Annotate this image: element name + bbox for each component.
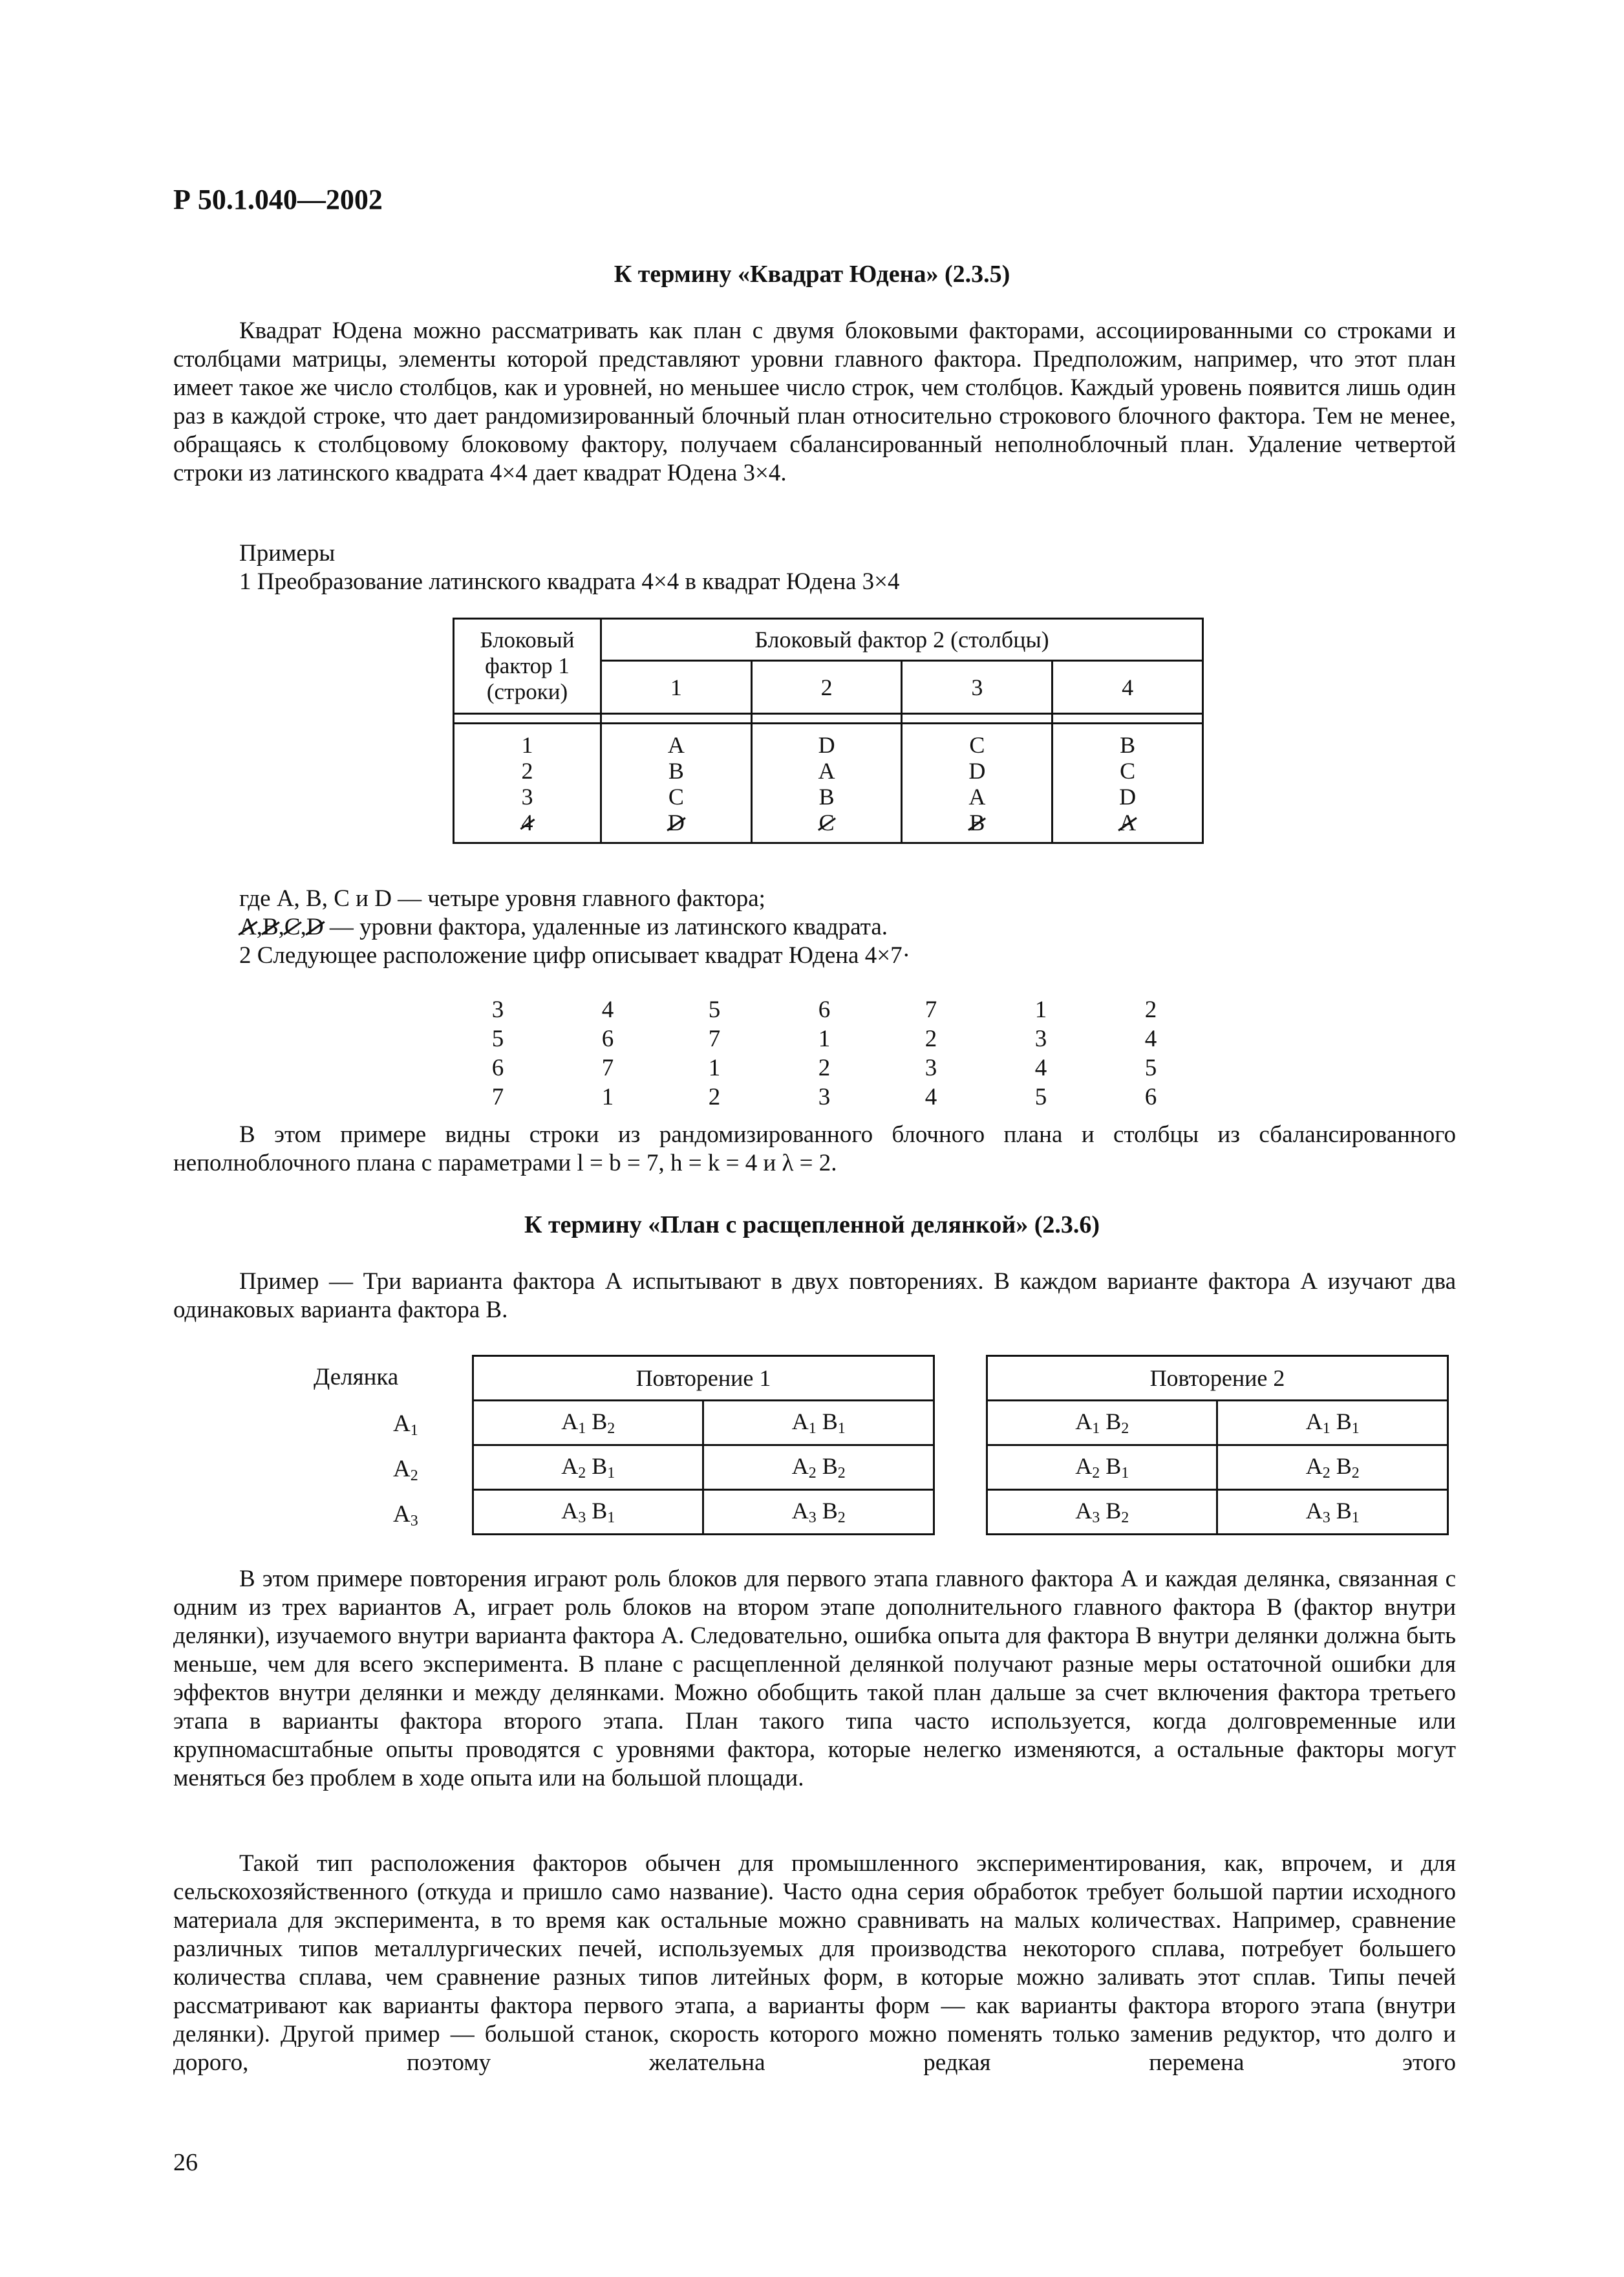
youden-cell: 2: [708, 1084, 721, 1110]
column-cell: [1052, 724, 1203, 843]
treatment-cell: $A_1$ $B_1$: [1217, 1401, 1448, 1445]
level: D: [818, 732, 835, 758]
replication-title: Повторение 1: [473, 1356, 934, 1401]
youden-cell: 4: [601, 997, 614, 1023]
youden-cell: 2: [1144, 997, 1157, 1023]
col-number: 3: [902, 661, 1052, 714]
plot-row-label: $A_1$: [393, 1410, 418, 1439]
level: B: [818, 784, 835, 810]
doc-code: Р 50.1.040—2002: [173, 184, 383, 215]
treatment-cell: $A_3$ $B_2$: [703, 1490, 934, 1535]
level: B: [1120, 732, 1136, 758]
youden-cell: 7: [708, 1026, 721, 1052]
youden-cell: 3: [818, 1084, 831, 1110]
level: A: [667, 732, 685, 758]
youden-cell: 2: [818, 1055, 831, 1081]
section-heading-split-plot: К термину «План с расщепленной делянкой» (2.3.6): [524, 1211, 1100, 1238]
treatment-cell: $A_2$ $B_1$: [987, 1445, 1217, 1490]
youden-cell: 4: [1034, 1055, 1047, 1081]
treatment-cell: $A_1$ $B_2$: [473, 1401, 703, 1445]
paragraph-split-plot-explanation: В этом примере повторения играют роль блоков для первого этапа главного фактора А и каждая делянка, связанная с одним из трех вариантов А, играет роль блоков на втором этапе дополнительного главного фактора В (фактор внутри делянки), изучаемого внутри варианта фактора А. Следовательно, ошибка опыта для фактора В внутри делянки должна быть меньше, чем для всего эксперимента. В плане с расщепленной делянкой получают разные меры остаточной ошибки для эффектов внутри делянки и между делянками. Можно обобщить такой план дальше за счет включения фактора третьего этапа в варианты фактора второго этапа. План такого типа часто используется, когда долговременные или крупномасштабные опыты проводятся с уровнями фактора, которые нелегко изменяются, а остальные факторы могут меняться без проблем в ходе опыта или на большой площади.: [173, 1566, 1456, 1791]
column-cell: [751, 724, 902, 843]
col-factor-header: Блоковый фактор 2 (столбцы): [601, 619, 1203, 661]
youden-cell: 1: [601, 1084, 614, 1110]
level: A: [968, 784, 986, 810]
col-number: 2: [751, 661, 902, 714]
youden-cell: 5: [491, 1026, 504, 1052]
level: C: [1120, 758, 1136, 784]
youden-cell: 5: [1034, 1084, 1047, 1110]
removed-symbol: B: [262, 914, 279, 940]
latin-to-youden-table: [453, 618, 1204, 844]
level: D: [968, 758, 986, 784]
treatment-cell: $A_2$ $B_2$: [703, 1445, 934, 1490]
paragraph-split-plot-industrial: Такой тип расположения факторов обычен для промышленного экспериментирования, как, впрочем, и для сельскохозяйственного (откуда и пришло само название). Часто одна серия обработок требует большой партии исходного материала для эксперимента, в то время как остальные можно сравнивать на малых количествах. Например, сравнение различных типов металлургических печей, используемых для производства некоторого сплава, потребует большего количества сплава, чем сравнение разных типов литейных форм, в которые можно заливать этот сплав. Типы печей рассматривают как варианты фактора первого этапа, а варианты форм — как варианты фактора второго этапа (внутри делянки). Другой пример — большой станок, скорость которого можно поменять только заменив редуктор, что долго и дорого, поэтому желательна редкая перемена этого: [173, 1850, 1456, 2076]
column-cell: [902, 724, 1052, 843]
paragraph-youden-intro: Квадрат Юдена можно рассматривать как план с двумя блоковыми факторами, ассоциированными со строками и столбцами матрицы, элементы которой представляют уровни главного фактора. Предположим, например, что этот план имеет такое же число столбцов, как и уровней, но меньшее число строк, чем столбцов. Каждый уровень появится лишь один раз в каждой строке, что дает рандомизированный блочный план относительно строкового блочного фактора. Тем не менее, обращаясь к столбцовому блоковому фактору, получаем сбалансированный неполноблочный план. Удаление четвертой строки из латинского квадрата 4×4 дает квадрат Юдена 3×4.: [173, 318, 1456, 486]
level: C: [668, 784, 684, 810]
treatment-cell: $A_3$ $B_1$: [1217, 1490, 1448, 1535]
example-2-caption: 2 Следующее расположение цифр описывает квадрат Юдена 4×7·: [239, 942, 910, 969]
youden-cell: 2: [924, 1026, 937, 1052]
replication-2-table: [986, 1355, 1449, 1535]
treatment-cell: $A_1$ $B_1$: [703, 1401, 934, 1445]
removed-symbol: C: [284, 914, 301, 940]
youden-cell: 6: [491, 1055, 504, 1081]
examples-label: Примеры: [239, 540, 336, 567]
level: A: [818, 758, 835, 784]
split-plot-example: Пример — Три варианта фактора А испытывают в двух повторениях. В каждом варианте фактора А изучают два одинаковых варианта фактора В.: [173, 1268, 1456, 1323]
section-heading-youden: К термину «Квадрат Юдена» (2.3.5): [614, 261, 1010, 288]
youden-cell: 3: [924, 1055, 937, 1081]
example-1-caption: 1 Преобразование латинского квадрата 4×4 в квадрат Юдена 3×4: [239, 568, 900, 595]
row-number: 2: [521, 758, 533, 784]
level: C: [969, 732, 985, 758]
youden-cell: 7: [491, 1084, 504, 1110]
note-removed-text: — уровни фактора, удаленные из латинского квадрата.: [329, 914, 888, 940]
replication-1-table: [472, 1355, 935, 1535]
row-number: 3: [521, 784, 533, 810]
page-number: 26: [173, 2149, 198, 2176]
note-removed-levels: A,B,C,D — уровни фактора, удаленные из латинского квадрата.: [239, 914, 888, 940]
youden-cell: 3: [1034, 1026, 1047, 1052]
level: B: [668, 758, 684, 784]
removed-level: B: [969, 810, 985, 836]
youden-cell: 7: [924, 997, 937, 1023]
paragraph-youden-params: В этом примере видны строки из рандомизированного блочного плана и столбцы из сбалансированного неполноблочного плана с параметрами l = b = 7, h = k = 4 и λ = 2.: [173, 1121, 1456, 1176]
row-number: 1: [521, 732, 533, 758]
plot-row-label: $A_2$: [393, 1456, 418, 1484]
col-number: 1: [601, 661, 752, 714]
level: D: [1119, 784, 1137, 810]
youden-cell: 1: [1034, 997, 1047, 1023]
col-number: 4: [1052, 661, 1203, 714]
youden-cell: 7: [601, 1055, 614, 1081]
treatment-cell: $A_1$ $B_2$: [987, 1401, 1217, 1445]
treatment-cell: $A_3$ $B_1$: [473, 1490, 703, 1535]
plot-row-label: $A_3$: [393, 1501, 418, 1529]
treatment-cell: $A_2$ $B_1$: [473, 1445, 703, 1490]
replication-title: Повторение 2: [987, 1356, 1448, 1401]
youden-cell: 6: [601, 1026, 614, 1052]
row-factor-header: Блоковый фактор 1 (строки): [454, 619, 601, 714]
removed-level: A: [1119, 810, 1137, 836]
column-cell: [601, 724, 752, 843]
note-levels: где А, В, С и D — четыре уровня главного фактора;: [239, 885, 765, 912]
youden-cell: 4: [1144, 1026, 1157, 1052]
removed-level: C: [818, 810, 835, 836]
youden-cell: 1: [708, 1055, 721, 1081]
removed-level: D: [667, 810, 685, 836]
treatment-cell: $A_3$ $B_2$: [987, 1490, 1217, 1535]
treatment-cell: $A_2$ $B_2$: [1217, 1445, 1448, 1490]
plot-label: Делянка: [314, 1364, 399, 1390]
youden-cell: 6: [818, 997, 831, 1023]
youden-cell: 3: [491, 997, 504, 1023]
youden-cell: 1: [818, 1026, 831, 1052]
youden-cell: 6: [1144, 1084, 1157, 1110]
removed-symbol: D: [306, 914, 324, 940]
youden-cell: 5: [1144, 1055, 1157, 1081]
youden-cell: 4: [924, 1084, 937, 1110]
removed-symbol: A: [239, 914, 257, 940]
youden-cell: 5: [708, 997, 721, 1023]
row-numbers-cell: [454, 724, 601, 843]
removed-row-number: 4: [521, 810, 533, 836]
